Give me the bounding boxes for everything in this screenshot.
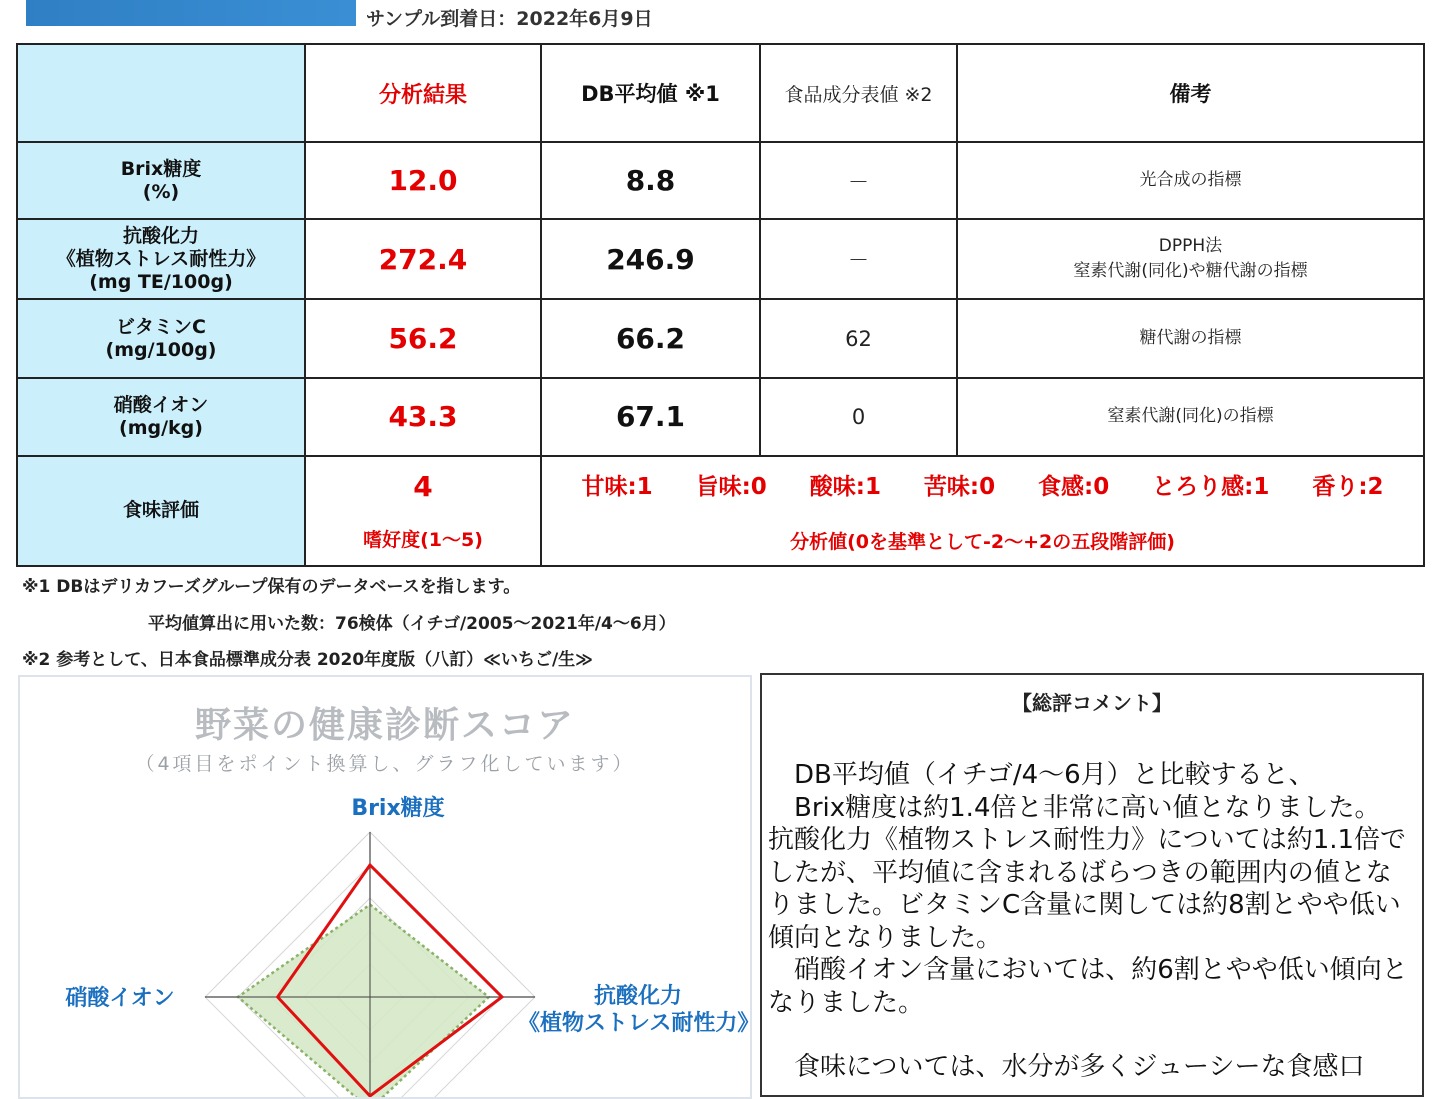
- table-row: [17, 219, 1424, 299]
- taste-items-note: 分析値(0を基準として-2～+2の五段階評価): [790, 530, 1175, 553]
- brix-remark: 光合成の指標: [957, 142, 1424, 219]
- radar-chart-panel: [18, 675, 760, 1099]
- taste-item: とろり感:1: [1152, 473, 1270, 500]
- row-label-vitamin-c: ビタミンC (mg/100g): [17, 299, 305, 377]
- header-result: 分析結果: [305, 44, 541, 142]
- antioxidant-db-average: 246.9: [541, 219, 760, 299]
- footnote-1-sub: 平均値算出に用いた数：76検体（イチゴ/2005～2021年/4～6月）: [148, 614, 676, 634]
- row-label-antioxidant: 抗酸化力 《植物ストレス耐性力》 (mg TE/100g): [17, 219, 305, 299]
- comment-paragraph: 食味については、水分が多くジューシーな食感口: [794, 1052, 1365, 1082]
- taste-score-cell: [305, 456, 541, 566]
- taste-items: [542, 468, 1423, 501]
- analysis-table: [16, 43, 1425, 567]
- taste-items-cell: [541, 456, 1424, 566]
- table-header-row: [17, 44, 1424, 142]
- comment-paragraph: Brix糖度は約1.4倍と非常に高い値となりました。: [794, 792, 1381, 823]
- axis-label-nitrate: 硝酸イオン: [65, 986, 175, 1011]
- nitrate-result: 43.3: [305, 378, 541, 456]
- antioxidant-food-standard: －: [760, 219, 957, 299]
- header-db-average: DB平均値 ※1: [541, 44, 760, 142]
- taste-item: 苦味:0: [923, 473, 996, 500]
- vitamin-c-remark: 糖代謝の指標: [957, 299, 1424, 377]
- row-label-nitrate: 硝酸イオン (mg/kg): [17, 378, 305, 456]
- brix-db-average: 8.8: [541, 142, 760, 219]
- axis-label-brix: Brix糖度: [351, 796, 445, 821]
- row-label-taste: 食味評価: [17, 456, 305, 566]
- comment-title: 【総評コメント】: [1012, 691, 1172, 715]
- comment-panel: [760, 673, 1424, 1097]
- table-row: [17, 142, 1424, 219]
- sample-arrival-date: サンプル到着日：2022年6月9日: [366, 8, 653, 30]
- radar-chart: [20, 677, 750, 1097]
- antioxidant-remark: DPPH法 窒素代謝(同化)や糖代謝の指標: [957, 219, 1424, 299]
- axis-label-antioxidant: 抗酸化力 《植物ストレス耐性力》: [518, 984, 760, 1036]
- radar-title: 野菜の健康診断スコア: [194, 705, 575, 746]
- header-food-standard: 食品成分表値 ※2: [760, 44, 957, 142]
- comment-body: [768, 759, 1416, 1084]
- table-row: [17, 378, 1424, 456]
- vitamin-c-result: 56.2: [305, 299, 541, 377]
- table-row: [17, 299, 1424, 377]
- row-label-brix: Brix糖度 (%): [17, 142, 305, 219]
- comment-paragraph: 抗酸化力《植物ストレス耐性力》については約1.1倍でしたが、平均値に含まれるばらつきの範囲内の値となりました。ビタミンC含量に関しては約8割とやや低い傾向となりました。: [768, 825, 1407, 953]
- table-row-taste: [17, 456, 1424, 566]
- radar-subtitle: （4項目をポイント換算し、グラフ化しています）: [135, 753, 635, 775]
- taste-score: 4: [413, 469, 433, 503]
- vitamin-c-db-average: 66.2: [541, 299, 760, 377]
- comment-paragraph: 硝酸イオン含量においては、約6割とやや低い傾向となりました。: [768, 955, 1408, 1018]
- comment-paragraph: DB平均値（イチゴ/4～6月）と比較すると、: [794, 760, 1315, 790]
- nitrate-food-standard: 0: [760, 378, 957, 456]
- taste-item: 酸味:1: [809, 473, 881, 500]
- header-corner-cell: [17, 44, 305, 142]
- brix-result: 12.0: [305, 142, 541, 219]
- header-banner: [26, 0, 356, 26]
- footnote-1: ※1 DBはデリカフーズグループ保有のデータベースを指します。: [22, 577, 521, 597]
- taste-item: 旨味:0: [695, 473, 767, 500]
- taste-item: 食感:0: [1038, 473, 1110, 500]
- nitrate-db-average: 67.1: [541, 378, 760, 456]
- footnote-2: ※2 参考として、日本食品標準成分表 2020年度版（八訂）≪いちご/生≫: [22, 650, 593, 670]
- taste-item: 香り:2: [1312, 473, 1384, 500]
- antioxidant-result: 272.4: [305, 219, 541, 299]
- header-remarks: 備考: [957, 44, 1424, 142]
- brix-food-standard: －: [760, 142, 957, 219]
- taste-score-note: 嗜好度(1～5): [363, 528, 483, 551]
- vitamin-c-food-standard: 62: [760, 299, 957, 377]
- taste-item: 甘味:1: [581, 473, 653, 500]
- nitrate-remark: 窒素代謝(同化)の指標: [957, 378, 1424, 456]
